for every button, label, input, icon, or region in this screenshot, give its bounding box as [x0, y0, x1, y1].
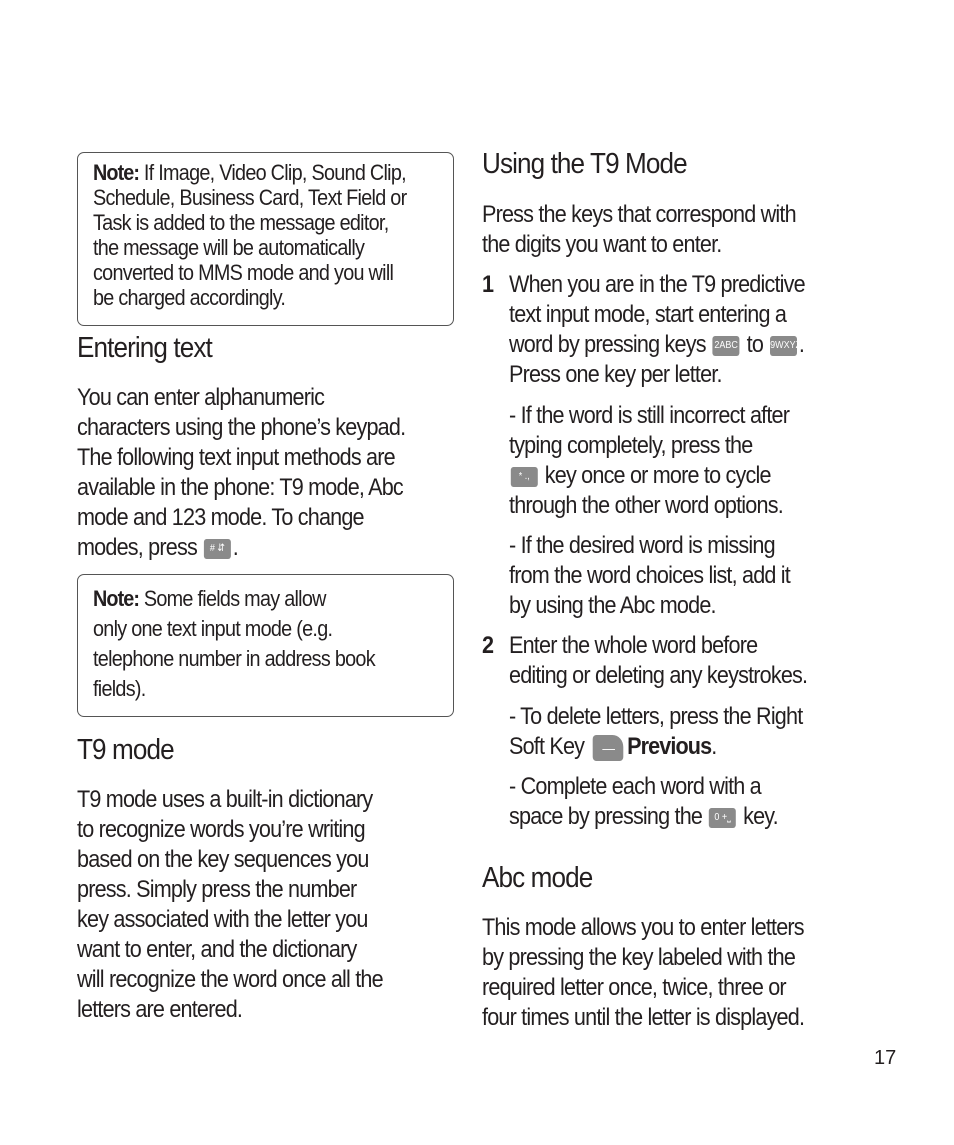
space-key-icon: 0 +⎵ — [709, 808, 736, 828]
heading-abc-mode: Abc mode — [482, 862, 593, 894]
note-text: If Image, Video Clip, Sound Clip, Schedule, Business Card, Text Field or Task is added to the message editor, the message will be automatically converted to MMS mode and you will be charged accordingly. — [93, 160, 407, 310]
sub-step-incorrect — [509, 401, 789, 521]
note-label: Note: — [93, 586, 140, 611]
hash-key-icon: # ⇵ — [204, 539, 231, 559]
text: key once or more to cycle through the other word options. — [509, 462, 783, 519]
t9-paragraph: T9 mode uses a built-in dictionary to recognize words you’re writing based on the key sequences you press. Simply press the number key associated with the letter you want to enter, and the dictionary will recognize the word once all the letters are entered. — [77, 786, 383, 1023]
page-number: 17 — [874, 1047, 897, 1069]
text: to — [741, 331, 769, 358]
text: . — [711, 733, 717, 760]
abc-paragraph: This mode allows you to enter letters by pressing the key labeled with the required letter once, twice, three or four times until the letter is displayed. — [482, 914, 805, 1031]
text: key. — [737, 803, 778, 830]
heading-t9-mode: T9 mode — [77, 734, 174, 766]
text: When you are in the T9 predictive text input mode, start entering a word by pressing keys — [509, 271, 805, 358]
heading-entering-text: Entering text — [77, 332, 212, 364]
sub-step-missing: - If the desired word is missing from the word choices list, add it by using the Abc mode. — [509, 532, 790, 619]
step-1-text — [509, 270, 805, 390]
note-mms — [77, 152, 454, 326]
text: - To delete letters, press the Right Soft Key — [509, 703, 803, 760]
text: . Press one key per letter. — [509, 331, 805, 388]
note-fields — [77, 574, 454, 717]
previous-label: Previous — [627, 733, 712, 760]
step-number: 2 — [482, 632, 494, 659]
key-9wxyz-icon: 9WXYZ — [770, 336, 797, 356]
right-soft-key-icon: — — [593, 735, 624, 761]
period: . — [232, 534, 238, 561]
note-text: Some fields may allow only one text input mode (e.g. telephone number in address book fields). — [93, 586, 375, 701]
text: - Complete each word with a space by pressing the — [509, 773, 761, 830]
sub-step-delete — [509, 702, 802, 762]
step-2-text: Enter the whole word before editing or deleting any keystrokes. — [509, 632, 808, 689]
entering-text-paragraph — [77, 383, 405, 563]
heading-using-t9: Using the T9 Mode — [482, 148, 687, 180]
star-key-icon: * ., — [511, 467, 538, 487]
paragraph-text: You can enter alphanumeric characters using the phone’s keypad. The following text input methods are available in the phone: T9 mode, Abc mode and 123 mode. To change modes, press — [77, 384, 406, 561]
text: - If the word is still incorrect after typing completely, press the — [509, 402, 790, 459]
note-label: Note: — [93, 160, 140, 185]
sub-step-space — [509, 772, 778, 832]
step-number: 1 — [482, 271, 494, 298]
using-intro: Press the keys that correspond with the digits you want to enter. — [482, 201, 796, 258]
key-2abc-icon: 2ABC — [713, 336, 740, 356]
